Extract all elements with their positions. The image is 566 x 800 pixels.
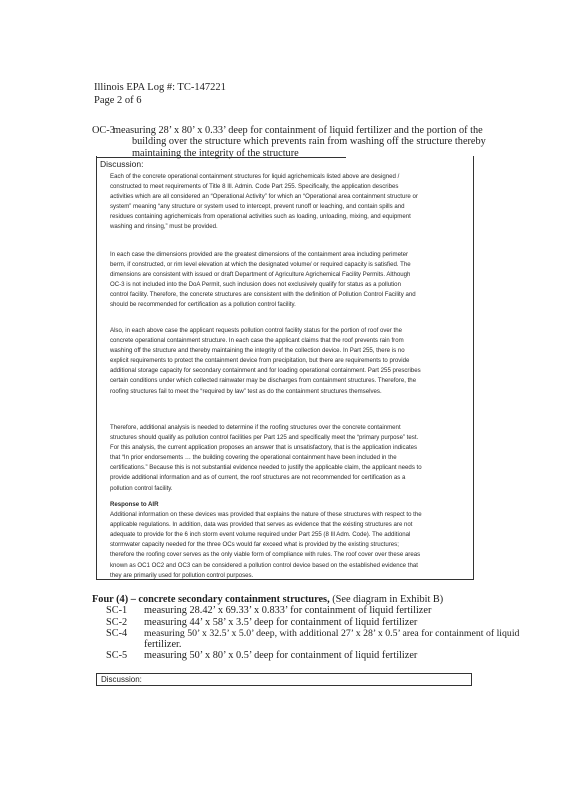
response-line: they are primarily used for pollution control purposes. (110, 571, 254, 579)
paragraph-line: constructed to meet requirements of Title 8 Ill. Admin. Code Part 255. Specifically, the application describes (110, 183, 399, 191)
paragraph-line: residues containing agrichemicals from operational activities such as loading, unloading, mixing, and equipment (110, 213, 411, 221)
paragraph-line: system” meaning “any structure or system used to intercept, prevent runoff or leaching, and contain spills and (110, 203, 405, 211)
paragraph-line: OC-3 is not included into the DoA Permit, such inclusion does not exclusively qualify for status as a pollution (110, 281, 401, 289)
response-line: therefore the roofing cover serves as the only viable form of compliance with rules. The roof cover over these areas (110, 551, 421, 559)
paragraph-line: dimensions are consistent with issued or draft Department of Agriculture Agrichemical Facility Permits. Although (110, 271, 411, 279)
paragraph-line: that “In prior endorsements … the building covering the operational containment have been included in the (110, 454, 397, 462)
response-line: stormwater capacity needed for the three OCs would far exceed what is provided by the existing structures; (110, 541, 399, 549)
page-number: Page 2 of 6 (94, 95, 142, 106)
response-line: adequate to provide for the 6 inch storm event volume required under Part 255 (8 Ill Adm. Code). The additional (110, 531, 411, 539)
sc-label: SC-1 (106, 605, 128, 617)
paragraph-line: should be recommended for certification as a pollution control facility. (110, 301, 296, 309)
response-heading: Response to AIR (110, 501, 159, 508)
oc3-line: building over the structure which prevents rain from washing off the structure thereby (132, 136, 486, 148)
paragraph-line: provide additional information and as of current, the roof structures are not recommended for certification as a (110, 474, 406, 482)
sc-line: measuring 44’ x 58’ x 3.5’ deep for containment of liquid fertilizer (144, 616, 418, 628)
sc-line: fertilizer. (144, 639, 182, 651)
secondary-containment-section (92, 594, 520, 662)
discussion-box-2 (96, 673, 472, 686)
response-line: applicable regulations. In addition, data was provided that serves as evidence that the existing structures are not (110, 521, 413, 529)
paragraph-line: certain conditions under which collected rainwater may be discharges from containment structures. Therefore, the (110, 377, 417, 385)
sc-label: SC-4 (106, 627, 128, 639)
sc-item (92, 627, 520, 651)
sc-label: SC-5 (106, 650, 128, 662)
response-line: Additional information on these devices was provided that explains the nature of these structures with respect to the (110, 511, 422, 519)
paragraph-line: concrete operational containment structure. In each case the applicant claims that the roof prevents rain from (110, 337, 404, 345)
paragraph-line: activities which are all considered an “Operational Activity” for which an “Operational area containment structure or (110, 193, 418, 201)
oc3-line: measuring 28’ x 80’ x 0.33’ deep for containment of liquid fertilizer and the portion of the (113, 125, 483, 136)
log-number: Illinois EPA Log #: TC-147221 (94, 82, 226, 93)
sc-item (92, 617, 492, 628)
response-line: known as OC1 OC2 and OC3 can be considered a pollution control device based on the established evidence that (110, 561, 418, 569)
section-title: Four (4) – concrete secondary containment structures, (92, 594, 330, 605)
sc-item (92, 605, 492, 616)
oc3-line: maintaining the integrity of the structure (132, 147, 299, 159)
sc-label: SC-2 (106, 616, 128, 628)
response-section (110, 500, 466, 581)
oc3-label: OC-3 (92, 125, 115, 136)
paragraph-line: Therefore, additional analysis is needed to determine if the roofing structures over the concrete containment (110, 424, 401, 431)
section-title-note: (See diagram in Exhibit B) (329, 594, 444, 605)
paragraph-line: For this analysis, the current application proposes an answer that is unsatisfactory, that is the application indicates (110, 444, 418, 452)
paragraph-line: control facility. Therefore, the concrete structures are consistent with the definition of Pollution Control Facility and (110, 291, 416, 299)
paragraph-3 (110, 326, 466, 397)
oc3-item (92, 125, 486, 159)
paragraph-line: In each case the dimensions provided are the greatest dimensions of the containment area including perimeter (110, 251, 409, 258)
paragraph-4 (110, 423, 466, 494)
discussion-label: Discussion: (100, 159, 144, 169)
paragraph-line: roofing structures fail to meet the “required by law” test as do the containment structures themselves. (110, 387, 382, 395)
paragraph-line: certifications.” Because this is not substantial evidence needed to justify the applicable claim, the applicant needs to (110, 464, 422, 472)
sc-item (92, 650, 492, 661)
paragraph-line: structures should qualify as pollution control facilities per Part 125 and specifically meet the “primary purpose” test. (110, 434, 419, 442)
sc-line: measuring 28.42’ x 69.33’ x 0.833’ for containment of liquid fertilizer (144, 605, 432, 617)
paragraph-line: berm, if constructed, or rim level elevation at which the designated volume/ or required capacity is satisfied. The (110, 261, 411, 269)
paragraph-line: pollution control facility. (110, 484, 173, 492)
paragraph-line: explicit requirements to protect the containment device from precipitation, but there are requirements to provide (110, 357, 410, 365)
paragraph-line: washing off the structure and thereby maintaining the integrity of the collection device. In Part 255, there is no (110, 347, 405, 355)
sc-line: measuring 50’ x 32.5’ x 5.0’ deep, with additional 27’ x 28’ x 0.5’ area for containment of liquid (144, 627, 520, 639)
paragraph-2 (110, 250, 466, 311)
paragraph-line: Each of the concrete operational containment structures for liquid agrichemicals listed above are designed / (110, 173, 400, 180)
paragraph-line: washing and rinsing,” must be provided. (110, 223, 218, 231)
sc-line: measuring 50’ x 80’ x 0.5’ deep for containment of liquid fertilizer (144, 650, 418, 662)
paragraph-line: Also, in each above case the applicant requests pollution control facility status for the portion of roof over the (110, 327, 402, 334)
paragraph-line: additional storage capacity for secondary containment and for loading operational containment. Part 255 prescribes (110, 367, 421, 375)
discussion-label-2: Discussion: (101, 675, 142, 684)
paragraph-1 (110, 172, 466, 233)
